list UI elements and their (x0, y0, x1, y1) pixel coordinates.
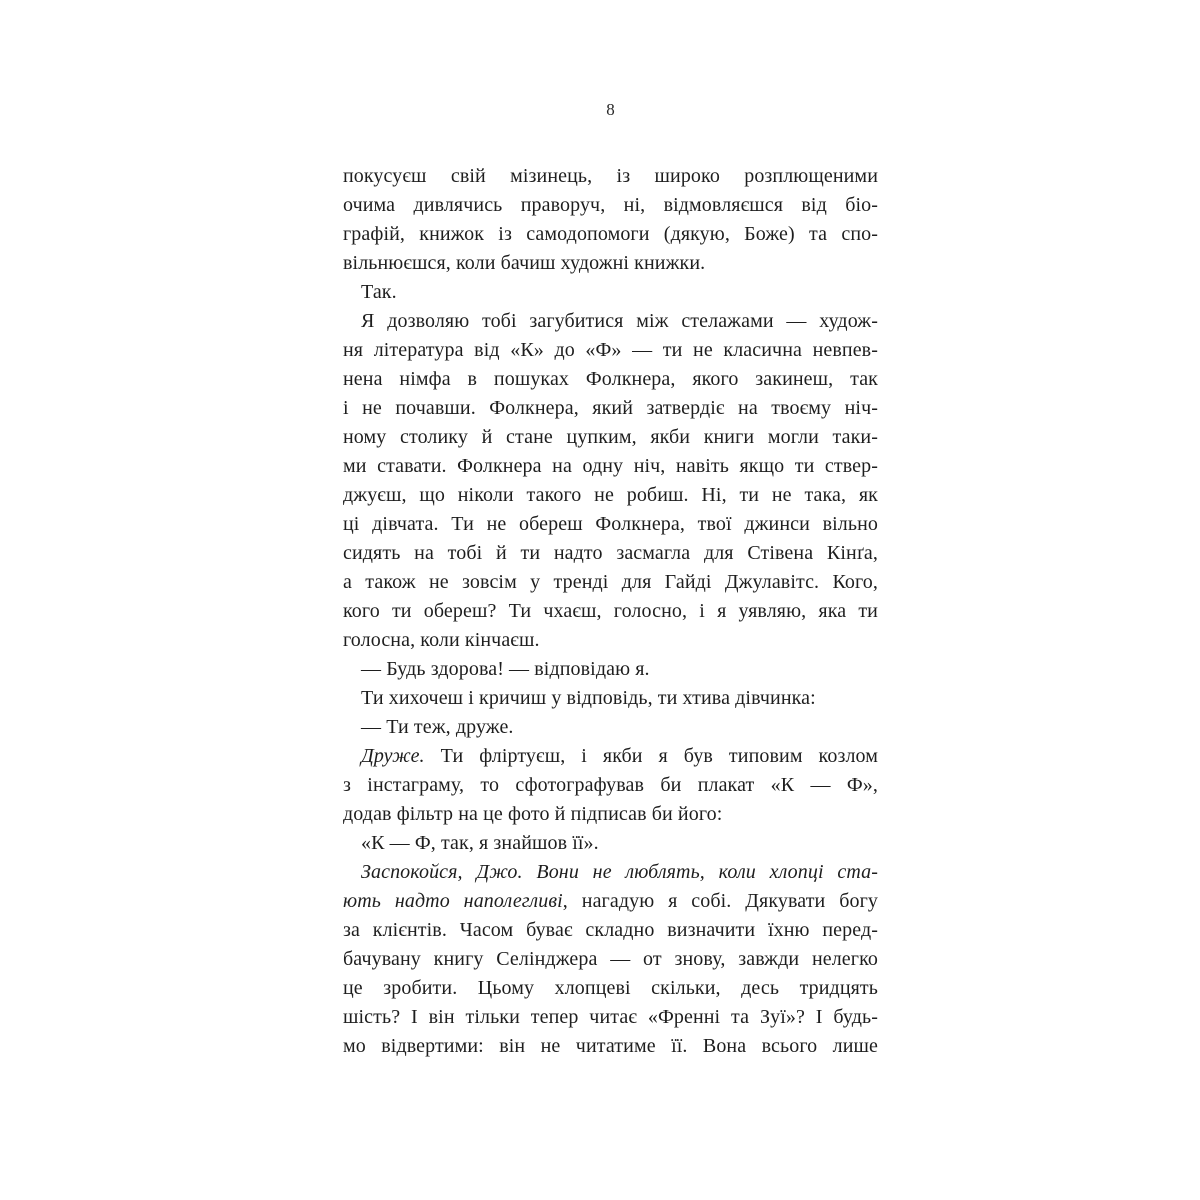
paragraph (343, 655, 878, 684)
text-block (343, 162, 878, 1061)
text-line (343, 1003, 878, 1032)
text-run: додав фільтр на це фото й підписав би його: (343, 803, 723, 825)
text-line (343, 713, 878, 742)
text-run: ня література від «К» до «Ф» — ти не класична невпев- (343, 339, 878, 361)
text-run: ці дівчата. Ти не обереш Фолкнера, твої джинси вільно (343, 513, 878, 535)
text-run: бачувану книгу Селінджера — от знову, завжди нелегко (343, 948, 878, 970)
text-line (343, 568, 878, 597)
text-line (343, 336, 878, 365)
text-line (343, 162, 878, 191)
text-line (343, 278, 878, 307)
text-line (343, 626, 878, 655)
text-run: а також не зовсім у тренді для Гайді Джулавітс. Кого, (343, 571, 878, 593)
paragraph (343, 858, 878, 1061)
text-line (343, 916, 878, 945)
text-run: голосна, коли кінчаєш. (343, 629, 540, 651)
text-line (343, 858, 878, 887)
text-run: графій, книжок із самодопомоги (дякую, Боже) та спо- (343, 223, 878, 245)
text-run: — Ти теж, друже. (361, 716, 514, 738)
text-line (343, 307, 878, 336)
text-run: це зробити. Цьому хлопцеві скільки, десь тридцять (343, 977, 878, 999)
text-line (343, 684, 878, 713)
text-run: очима дивлячись праворуч, ні, відмовляєшся від біо- (343, 194, 878, 216)
text-run: , нагадую я собі. Дякувати богу (562, 890, 878, 912)
text-run: Я дозволяю тобі загубитися між стелажами — худож- (361, 310, 878, 332)
page-number: 8 (606, 100, 615, 119)
text-line (343, 510, 878, 539)
text-line (343, 655, 878, 684)
text-run: кого ти обереш? Ти чхаєш, голосно, і я уявляю, яка ти (343, 600, 878, 622)
text-run: Ти фліртуєш, і якби я був типовим козлом (424, 745, 878, 767)
italic-text-run: ють надто наполегливі (343, 890, 563, 912)
text-run: Так. (361, 281, 397, 303)
text-line (343, 365, 878, 394)
text-line (343, 1032, 878, 1061)
paragraph (343, 684, 878, 713)
text-run: шість? І він тільки тепер читає «Френні та Зуї»? І будь- (343, 1006, 878, 1028)
text-line (343, 452, 878, 481)
text-line (343, 481, 878, 510)
text-run: Ти хихочеш і кричиш у відповідь, ти хтива дівчинка: (361, 687, 816, 709)
text-run: «К — Ф, так, я знайшов її». (361, 832, 599, 854)
text-run: ному столику й стане цупким, якби книги могли таки- (343, 426, 878, 448)
text-line (343, 945, 878, 974)
text-line (343, 974, 878, 1003)
paragraph (343, 307, 878, 655)
text-run: і не почавши. Фолкнера, який затвердіє на твоєму ніч- (343, 397, 878, 419)
text-line (343, 597, 878, 626)
italic-text-run: Заспокойся, Джо. Вони не люблять, коли хлопці ста- (361, 861, 878, 883)
paragraph (343, 829, 878, 858)
text-run: вільнюєшся, коли бачиш художні книжки. (343, 252, 706, 274)
paragraph (343, 713, 878, 742)
text-run: мо відвертими: він не читатиме її. Вона всього лише (343, 1035, 878, 1057)
text-run: нена німфа в пошуках Фолкнера, якого закинеш, так (343, 368, 878, 390)
text-run: покусуєш свій мізинець, із широко розплющеними (343, 165, 878, 187)
paragraph (343, 278, 878, 307)
text-run: ми ставати. Фолкнера на одну ніч, навіть якщо ти ствер- (343, 455, 878, 477)
text-line (343, 423, 878, 452)
text-line (343, 220, 878, 249)
text-line (343, 191, 878, 220)
text-line (343, 394, 878, 423)
text-line (343, 829, 878, 858)
text-line (343, 249, 878, 278)
text-run: сидять на тобі й ти надто засмагла для Стівена Кінґа, (343, 542, 878, 564)
text-run: — Будь здорова! — відповідаю я. (361, 658, 650, 680)
text-line (343, 771, 878, 800)
text-run: джуєш, що ніколи такого не робиш. Ні, ти не така, як (343, 484, 878, 506)
paragraph (343, 162, 878, 278)
text-line (343, 742, 878, 771)
paragraph (343, 742, 878, 829)
italic-text-run: Друже. (361, 745, 425, 767)
text-line (343, 887, 878, 916)
text-run: за клієнтів. Часом буває складно визначити їхню перед- (343, 919, 878, 941)
text-line (343, 800, 878, 829)
text-line (343, 539, 878, 568)
text-run: з інстаграму, то сфотографував би плакат «К — Ф», (343, 774, 878, 796)
